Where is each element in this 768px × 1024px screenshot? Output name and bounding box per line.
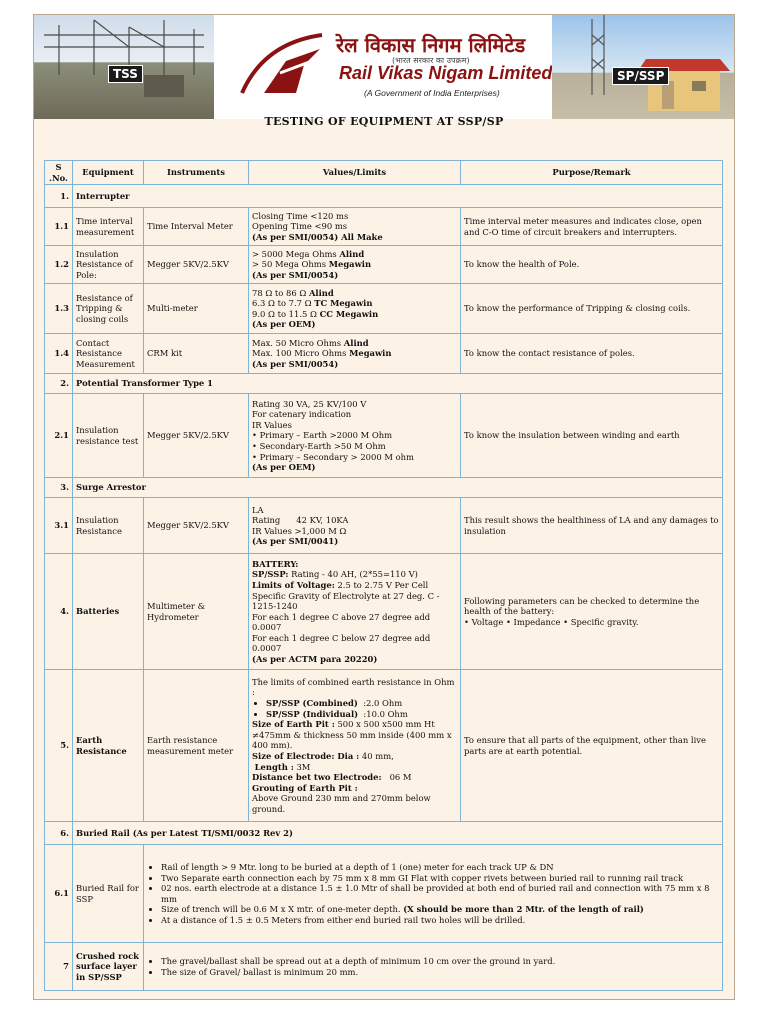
govt-note: (A Government of India Enterprises) [364,88,500,98]
purpose-cell: To know the contact resistance of poles. [461,334,723,374]
value-line: IR Values [252,419,292,430]
tss-photo [34,15,214,119]
instrument-cell: Earth resistance measurement meter [144,670,249,822]
value-line: 78 Ω to 86 Ω Alind [252,287,334,298]
value-line: Max. 50 Micro Ohms Alind [252,337,369,348]
purpose-cell: To ensure that all parts of the equipment, other than live parts are at earth potential. [461,670,723,822]
value-line: Grouting of Earth Pit : [252,782,358,793]
value-line: Length : 3M [254,761,311,772]
col-header-sno: S .No. [45,161,73,185]
buried-rail-list [147,862,719,925]
value-line: • Secondary-Earth >50 M Ohm [252,440,386,451]
value-line: Specific Gravity of Electrolyte at 27 deg. C - 1215-1240 [252,590,440,612]
instrument-cell: Multi-meter [144,284,249,334]
values-cell [249,554,461,670]
purpose-cell: To know the insulation between winding and earth [461,394,723,478]
purpose-cell: To know the health of Pole. [461,246,723,284]
value-line: Rating 42 KV, 10KA [252,515,349,526]
equipment-cell: Insulation resistance test [73,394,144,478]
purpose-line: Following parameters can be checked to determine the health of the battery: [464,595,700,617]
instrument-cell: Megger 5KV/2.5KV [144,394,249,478]
section-title: Potential Transformer Type 1 [73,374,723,394]
instrument-cell: Megger 5KV/2.5KV [144,246,249,284]
value-reference: (As per OEM) [252,462,316,473]
value-line: Above Ground 230 mm and 270mm below ground. [252,793,431,814]
section-title: Interrupter [73,185,723,208]
instrument-cell: Megger 5KV/2.5KV [144,498,249,554]
company-subtitle-hindi: (भारत सरकार का उपक्रम) [392,56,470,65]
row-number: 2.1 [45,394,73,478]
value-reference: (As per SMI/0054) [252,358,339,369]
list-item: • The gravel/ballast shall be spread out at a depth of minimum 10 cm over the ground in yard. [161,956,719,967]
equipment-cell: Insulation Resistance [73,498,144,554]
value-line: For each 1 degree C below 27 degree add 0.0007 [252,632,431,654]
row-number: 4. [45,554,73,670]
value-line: The limits of combined earth resistance in Ohm : [252,676,455,698]
table-row [45,208,723,246]
value-line: 9.0 Ω to 11.5 Ω CC Megawin [252,308,379,319]
equipment-cell: Buried Rail for SSP [73,845,144,943]
value-line: Size of Earth Pit : 500 x 500 x500 mm Ht ≠475mm & thickness 50 mm inside (400 mm x 400 mm). [252,719,452,751]
table-row [45,498,723,554]
section-row-surge-arrestor [45,478,723,498]
section-number: 6. [45,822,73,845]
value-line: Max. 100 Micro Ohms Megawin [252,348,392,359]
table-header-row [45,161,723,185]
value-line: IR Values >1,000 M Ω [252,525,347,536]
row-number: 1.2 [45,246,73,284]
rvnl-logo-block [234,21,554,113]
row-number: 7 [45,943,73,991]
value-reference: (As per ACTM para 20220) [252,653,378,664]
list-item: • SP/SSP (Individual) :10.0 Ohm [266,709,457,720]
equipment-cell: Earth Resistance [73,670,144,822]
values-cell [249,246,461,284]
value-line: LA [252,504,264,515]
equipment-cell: Time interval measurement [73,208,144,246]
letterhead [34,15,734,119]
values-cell [249,284,461,334]
equipment-cell: Contact Resistance Measurement [73,334,144,374]
section-number: 1. [45,185,73,208]
instrument-cell: CRM kit [144,334,249,374]
tss-tag: TSS [108,65,143,83]
purpose-line: • Voltage • Impedance • Specific gravity. [464,616,639,627]
col-header-equipment: Equipment [73,161,144,185]
values-cell [249,498,461,554]
page-title: TESTING OF EQUIPMENT AT SSP/SP [264,115,504,128]
ssp-tag: SP/SSP [612,67,669,85]
row-number: 1.3 [45,284,73,334]
equipment-cell: Resistance of Tripping & closing coils [73,284,144,334]
section-title: Surge Arrestor [73,478,723,498]
list-item: • Size of trench will be 0.6 M x X mtr. of one-meter depth. (X should be more than 2 Mtr. of the length of rail) [161,904,719,915]
table-row [45,845,723,943]
table-row [45,394,723,478]
values-cell [249,394,461,478]
earth-limits-list [252,698,457,719]
list-item: • 02 nos. earth electrode at a distance 1.5 ± 1.0 Mtr of shall be provided at both end of buried rail and connection with 75 mm x 8 mm [161,883,719,904]
value-line: For each 1 degree C above 27 degree add 0.0007 [252,611,431,633]
section-number: 3. [45,478,73,498]
value-reference: (As per SMI/0054) All Make [252,231,383,242]
ssp-photo [552,15,734,119]
value-line: For catenary indication [252,409,352,420]
purpose-cell: Time interval meter measures and indicates close, open and C-O time of circuit breakers and interrupters. [461,208,723,246]
row-number: 1.4 [45,334,73,374]
col-header-purpose: Purpose/Remark [461,161,723,185]
list-item: • Rail of length > 9 Mtr. long to be buried at a depth of 1 (one) meter for each track UP & DN [161,862,719,873]
value-line: Rating 30 VA, 25 KV/100 V [252,398,367,409]
table-row [45,334,723,374]
value-line: Size of Electrode: Dia : 40 mm, [252,750,394,761]
row-number: 1.1 [45,208,73,246]
list-item: • Two Separate earth connection each by 75 mm x 8 mm GI Flat with copper rivets between buried rail to running rail track [161,873,719,884]
company-name-hindi: रेल विकास निगम लिमिटेड [336,33,526,57]
value-line: > 5000 Mega Ohms Alind [252,248,365,259]
equipment-cell: Crushed rock surface layer in SP/SSP [73,943,144,991]
table-row [45,943,723,991]
table-row [45,284,723,334]
purpose-cell: To know the performance of Tripping & closing coils. [461,284,723,334]
document-page [33,14,735,1000]
equipment-cell: Batteries [73,554,144,670]
testing-table [44,160,723,991]
equipment-cell: Insulation Resistance of Pole: [73,246,144,284]
list-item: • SP/SSP (Combined) :2.0 Ohm [266,698,457,709]
section-number: 2. [45,374,73,394]
value-line: Closing Time <120 ms [252,210,349,221]
table-row [45,246,723,284]
company-name: Rail Vikas Nigam Limited [339,63,553,83]
col-header-instruments: Instruments [144,161,249,185]
purpose-cell: This result shows the healthiness of LA and any damages to insulation [461,498,723,554]
value-line: > 50 Mega Ohms Megawin [252,259,372,270]
crushed-rock-list [147,956,719,977]
value-line: BATTERY: [252,558,299,569]
values-cell [249,334,461,374]
value-reference: (As per SMI/0041) [252,536,339,547]
section-title: Buried Rail (As per Latest TI/SMI/0032 Rev 2) [73,822,723,845]
value-line: Opening Time <90 ms [252,221,348,232]
value-reference: (As per OEM) [252,319,316,330]
value-line: SP/SSP: Rating - 40 AH, (2*55=110 V) [252,569,418,580]
value-line: • Primary – Earth >2000 M Ohm [252,430,393,441]
col-header-values: Values/Limits [249,161,461,185]
value-reference: (As per SMI/0054) [252,269,339,280]
value-line: Distance bet two Electrode: 06 M [252,772,412,783]
row-number: 3.1 [45,498,73,554]
section-row-pt [45,374,723,394]
value-line: 6.3 Ω to 7.7 Ω TC Megawin [252,298,373,309]
table-row [45,670,723,822]
value-line: • Primary – Secondary > 2000 M ohm [252,451,414,462]
purpose-cell [461,554,723,670]
list-item: • The size of Gravel/ ballast is minimum 20 mm. [161,967,719,978]
row-number: 6.1 [45,845,73,943]
row-number: 5. [45,670,73,822]
list-item: • At a distance of 1.5 ± 0.5 Meters from either end buried rail two holes will be drilled. [161,915,719,926]
details-cell [144,845,723,943]
section-row-buried-rail [45,822,723,845]
instrument-cell: Time Interval Meter [144,208,249,246]
details-cell [144,943,723,991]
instrument-cell: Multimeter & Hydrometer [144,554,249,670]
section-row-interrupter [45,185,723,208]
table-row [45,554,723,670]
value-line: Limits of Voltage: 2.5 to 2.75 V Per Cell [252,579,429,590]
rvnl-logo-icon [234,21,334,111]
values-cell [249,670,461,822]
values-cell [249,208,461,246]
